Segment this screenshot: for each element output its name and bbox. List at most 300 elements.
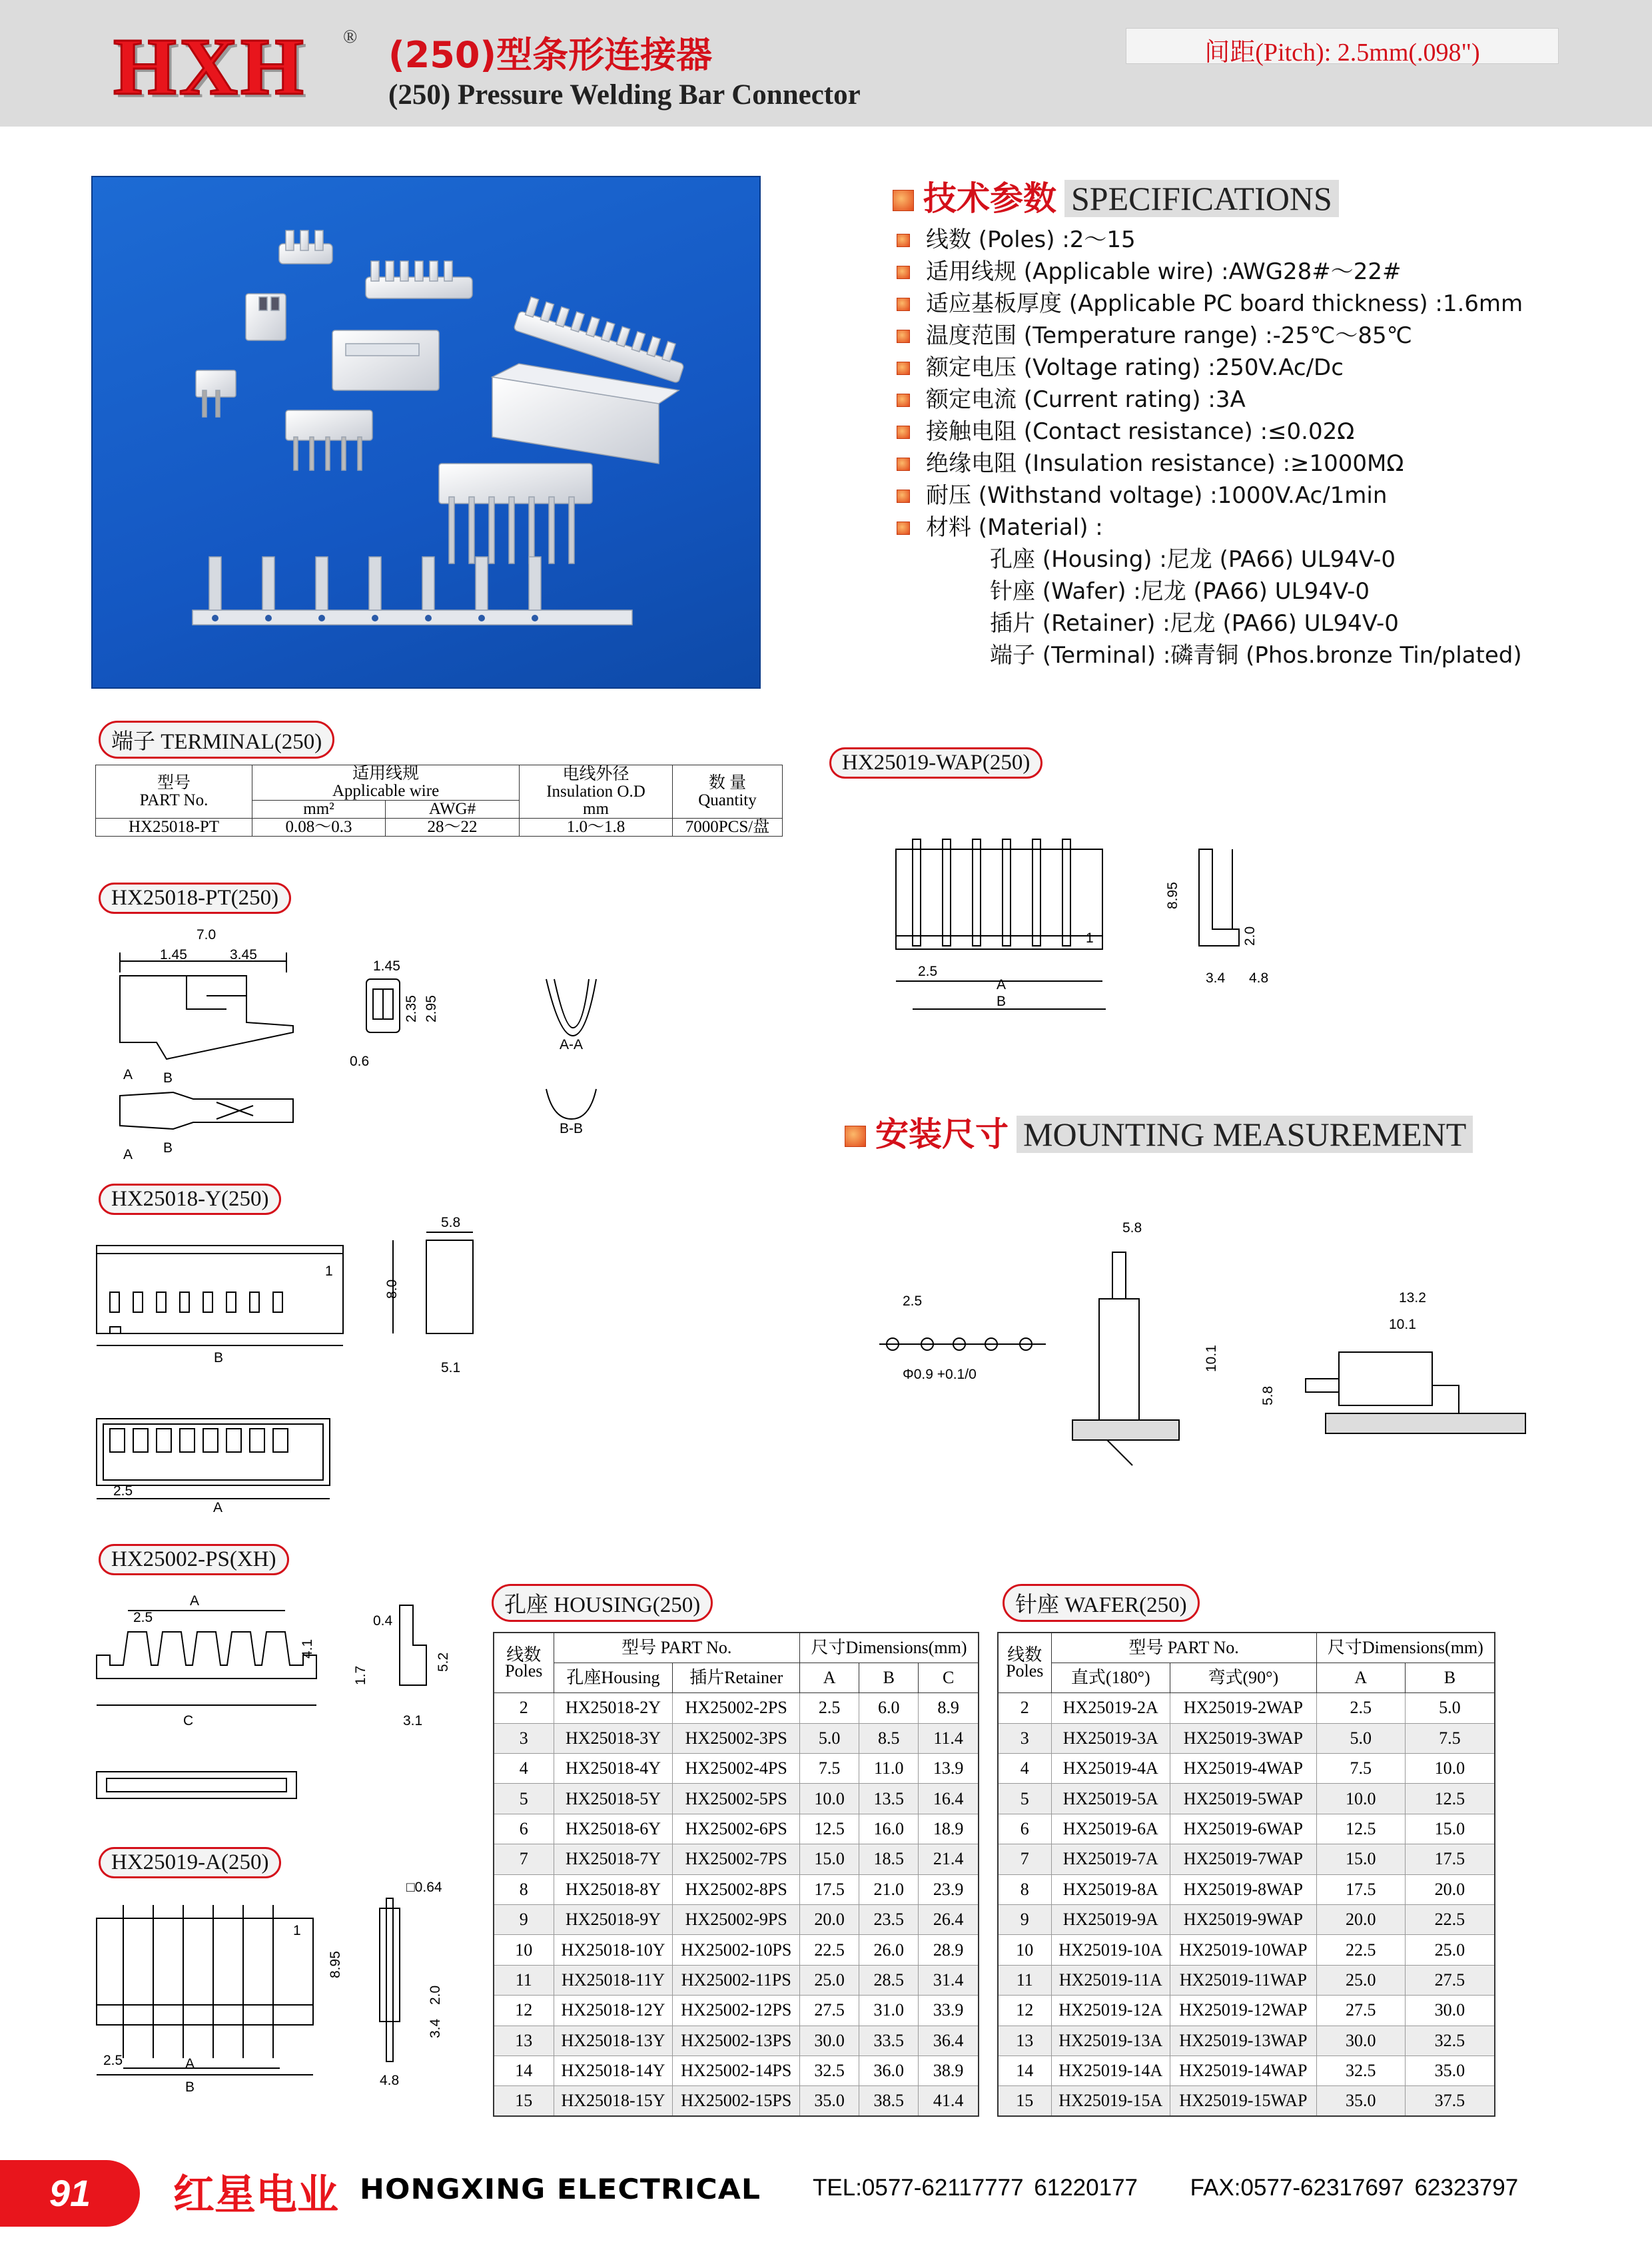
table-cell: 7 (494, 1844, 554, 1874)
table-cell: 30.0 (800, 2026, 859, 2055)
table-cell: HX25019-9WAP (1170, 1905, 1317, 1935)
table-cell: 12.5 (1316, 1814, 1405, 1844)
spec-item: 温度范围 (Temperature range) :-25℃～85℃ (897, 320, 1523, 352)
bullet-icon (897, 426, 910, 439)
svg-text:2.5: 2.5 (113, 1483, 133, 1499)
svg-text:Φ0.9 +0.1/0: Φ0.9 +0.1/0 (903, 1367, 977, 1382)
table-row (494, 1784, 979, 1814)
th-awg: AWG# (386, 801, 520, 819)
table-cell: 18.9 (919, 1814, 979, 1844)
svg-text:1: 1 (293, 1923, 301, 1938)
table-cell: HX25002-5PS (673, 1784, 800, 1814)
table-row (998, 1874, 1495, 1904)
svg-text:8.0: 8.0 (384, 1279, 400, 1299)
mounting-heading: 安装尺寸 MOUNTING MEASUREMENT (845, 1108, 1473, 1156)
table-cell: 15.0 (800, 1844, 859, 1874)
table-cell: 10 (998, 1935, 1051, 1965)
table-cell: HX25002-4PS (673, 1754, 800, 1784)
table-cell: 5 (494, 1784, 554, 1814)
bullet-icon (845, 1126, 866, 1147)
table-cell: HX25019-15A (1051, 2086, 1170, 2116)
spec-item: 适用线规 (Applicable wire) :AWG28#～22# (897, 256, 1523, 288)
svg-text:7.0: 7.0 (197, 927, 216, 942)
table-cell: 30.0 (1405, 1996, 1495, 2026)
specifications-list (897, 224, 1523, 671)
table-cell: 27.5 (1405, 1965, 1495, 1995)
table-cell: 7.5 (1405, 1723, 1495, 1753)
table-cell: 18.5 (859, 1844, 919, 1874)
table-cell: 23.9 (919, 1874, 979, 1904)
table-cell: 4 (998, 1754, 1051, 1784)
table-cell: 35.0 (1405, 2055, 1495, 2085)
svg-text:B: B (997, 994, 1007, 1009)
table-row (998, 2086, 1495, 2116)
table-row (998, 1935, 1495, 1965)
table-row (998, 1784, 1495, 1814)
table-cell: HX25018-2Y (554, 1693, 673, 1723)
table-cell: HX25002-13PS (673, 2026, 800, 2055)
table-cell: HX25002-14PS (673, 2055, 800, 2085)
table-row (494, 1844, 979, 1874)
table-cell: 5.0 (1316, 1723, 1405, 1753)
table-cell: HX25019-14A (1051, 2055, 1170, 2085)
table-cell: HX25019-11WAP (1170, 1965, 1317, 1995)
bullet-icon (897, 298, 910, 311)
table-cell: HX25019-5A (1051, 1784, 1170, 1814)
pt-tag: HX25018-PT(250) (99, 883, 291, 914)
wafer-rows (998, 1693, 1495, 2116)
table-cell: 15.0 (1405, 1814, 1495, 1844)
table-cell: 13 (494, 2026, 554, 2055)
registered-mark: ® (343, 27, 358, 47)
table-row (494, 1874, 979, 1904)
spec-item: 绝缘电阻 (Insulation resistance) :≥1000MΩ (897, 448, 1523, 480)
table-cell: HX25019-15WAP (1170, 2086, 1317, 2116)
table-cell: 22.5 (800, 1935, 859, 1965)
svg-text:5.2: 5.2 (436, 1652, 451, 1672)
svg-text:B: B (214, 1350, 224, 1365)
table-cell: HX25019-6WAP (1170, 1814, 1317, 1844)
bullet-icon (893, 190, 914, 211)
contact-info: TEL:0577-62117777 61220177 FAX:0577-62317697 62323797 (813, 2175, 1519, 2201)
table-cell: 13.9 (919, 1754, 979, 1784)
table-cell: 33.9 (919, 1996, 979, 2026)
mounting-drawing (866, 1212, 1532, 1479)
table-cell: HX25019-4A (1051, 1754, 1170, 1784)
wafer-drawing (87, 1872, 486, 2098)
terminal-tag: 端子 TERMINAL(250) (99, 721, 334, 759)
svg-text:B: B (163, 1070, 173, 1086)
table-cell: 10.0 (1405, 1754, 1495, 1784)
table-cell: HX25018-8Y (554, 1874, 673, 1904)
table-row (494, 1905, 979, 1935)
y-tag: HX25018-Y(250) (99, 1184, 281, 1215)
spec-item: 适应基板厚度 (Applicable PC board thickness) :1.6mm (897, 288, 1523, 320)
table-cell: 8 (998, 1874, 1051, 1904)
page-title-en: (250) Pressure Welding Bar Connector (388, 79, 861, 111)
table-cell: 17.5 (800, 1874, 859, 1904)
table-cell: 10.0 (1316, 1784, 1405, 1814)
table-cell: HX25019-14WAP (1170, 2055, 1317, 2085)
table-row (998, 1905, 1495, 1935)
svg-text:2.5: 2.5 (918, 964, 938, 979)
table-cell: 30.0 (1316, 2026, 1405, 2055)
svg-text:2.5: 2.5 (103, 2053, 123, 2068)
spec-item: 材料 (Material) : (897, 512, 1523, 544)
company-name-cn: 红星电业 (173, 2170, 339, 2219)
product-photo (91, 176, 761, 689)
svg-text:B-B: B-B (560, 1121, 584, 1136)
table-cell: 3 (998, 1723, 1051, 1753)
svg-text:4.8: 4.8 (1249, 970, 1269, 986)
bullet-icon (897, 458, 910, 471)
table-cell: 23.5 (859, 1905, 919, 1935)
svg-text:4.8: 4.8 (380, 2073, 400, 2088)
table-cell: 7 (998, 1844, 1051, 1874)
table-row: HX25018-PT 0.08～0.3 28～22 1.0～1.8 7000PCS/盘 (96, 819, 783, 837)
pitch-label: 间距(Pitch): 2.5mm(.098") (1126, 28, 1559, 64)
table-cell: 17.5 (1405, 1844, 1495, 1874)
table-cell: 14 (494, 2055, 554, 2085)
specifications-heading: 技术参数 SPECIFICATIONS (893, 172, 1339, 220)
table-row (494, 1814, 979, 1844)
table-cell: HX25002-10PS (673, 1935, 800, 1965)
table-cell: 32.5 (1405, 2026, 1495, 2055)
svg-text:2.0: 2.0 (1242, 926, 1258, 946)
table-row (494, 1935, 979, 1965)
material-item: 端子 (Terminal) :磷青铜 (Phos.bronze Tin/plated) (990, 642, 1522, 669)
svg-text:2.0: 2.0 (428, 1985, 443, 2005)
wafer-tag: 针座 WAFER(250) (1003, 1584, 1200, 1622)
table-cell: HX25019-3A (1051, 1723, 1170, 1753)
table-cell: HX25019-2A (1051, 1693, 1170, 1723)
table-cell: 5.0 (1405, 1693, 1495, 1723)
svg-text:2.95: 2.95 (424, 995, 439, 1022)
svg-text:13.2: 13.2 (1399, 1290, 1426, 1306)
table-row (998, 1996, 1495, 2026)
table-cell: 35.0 (1316, 2086, 1405, 2116)
table-row (494, 1754, 979, 1784)
table-cell: 2.5 (800, 1693, 859, 1723)
table-cell: 6 (998, 1814, 1051, 1844)
wap-drawing (886, 829, 1352, 1022)
bullet-icon (897, 330, 910, 343)
svg-text:3.45: 3.45 (230, 947, 257, 962)
table-cell: 9 (494, 1905, 554, 1935)
table-cell: 13 (998, 2026, 1051, 2055)
svg-text:10.1: 10.1 (1389, 1317, 1416, 1332)
wap-tag: HX25019-WAP(250) (829, 747, 1042, 779)
table-row (494, 1693, 979, 1723)
retainer-drawing (87, 1592, 486, 1838)
svg-text:3.4: 3.4 (1206, 970, 1226, 986)
table-row (998, 2055, 1495, 2085)
table-cell: 12 (494, 1996, 554, 2026)
table-cell: 6.0 (859, 1693, 919, 1723)
material-item: 插片 (Retainer) :尼龙 (PA66) UL94V-0 (990, 610, 1399, 637)
table-cell: HX25019-6A (1051, 1814, 1170, 1844)
svg-text:B: B (163, 1140, 173, 1156)
table-cell: 22.5 (1316, 1935, 1405, 1965)
table-row (494, 1965, 979, 1995)
table-cell: HX25018-5Y (554, 1784, 673, 1814)
table-cell: 8 (494, 1874, 554, 1904)
table-cell: HX25002-8PS (673, 1874, 800, 1904)
table-cell: 36.4 (919, 2026, 979, 2055)
table-cell: HX25018-12Y (554, 1996, 673, 2026)
table-cell: 28.9 (919, 1935, 979, 1965)
terminal-table (95, 765, 783, 837)
table-cell: HX25002-6PS (673, 1814, 800, 1844)
svg-text:A: A (185, 2056, 195, 2071)
table-cell: HX25019-2WAP (1170, 1693, 1317, 1723)
spec-item: 额定电压 (Voltage rating) :250V.Ac/Dc (897, 352, 1523, 384)
page-number: 91 (0, 2160, 140, 2227)
table-cell: HX25002-11PS (673, 1965, 800, 1995)
table-row (998, 2026, 1495, 2055)
table-cell: 41.4 (919, 2086, 979, 2116)
housing-table: 线数 Poles 型号 PART No. 尺寸Dimensions(mm) 孔座Housing 插片Retainer A B C 2 HX25018-2Y HX25002-2PS 2.5 6.0 8.9 3 HX25018-3Y HX25002-3PS 5.0 8.5 11.4 4 HX25018-4Y HX25002-4PS 7.5 11.0 13.9 5 HX25018-5Y HX25002-5PS 10.0 13.5 16.4 6 HX25018-6Y HX25002-6PS 12.5 16.0 18.9 7 HX25018-7Y HX25002-7PS 15.0 18.5 21.4 8 HX25018-8Y HX25002-8PS 17.5 21.0 23.9 9 HX25018-9Y HX25002-9PS 20.0 23.5 26.4 10 HX25018-10Y HX25002-10PS 22.5 26.0 28.9 11 HX25018-11Y HX25002-11PS 25.0 28.5 31.4 12 HX25018-12Y HX25002-12PS 27.5 31.0 33.9 13 HX25018-13Y HX25002-13PS 30.0 33.5 36.4 14 HX25018-14Y HX25002-14PS 32.5 36.0 38.9 15 HX25018-15Y HX25002-15PS 35.0 38.5 41.4 (493, 1632, 979, 2117)
table-cell: 26.4 (919, 1905, 979, 1935)
spec-item: 耐压 (Withstand voltage) :1000V.Ac/1min (897, 480, 1523, 512)
svg-text:0.4: 0.4 (373, 1613, 393, 1629)
svg-text:0.6: 0.6 (350, 1054, 370, 1069)
table-row (998, 1965, 1495, 1995)
table-cell: HX25018-14Y (554, 2055, 673, 2085)
th-mm: mm² (252, 801, 386, 819)
svg-text:5.1: 5.1 (441, 1360, 461, 1375)
material-item: 针座 (Wafer) :尼龙 (PA66) UL94V-0 (990, 578, 1370, 605)
table-cell: 20.0 (1405, 1874, 1495, 1904)
table-cell: 31.0 (859, 1996, 919, 2026)
table-cell: 22.5 (1405, 1905, 1495, 1935)
table-cell: 33.5 (859, 2026, 919, 2055)
table-cell: 25.0 (1405, 1935, 1495, 1965)
table-cell: 25.0 (1316, 1965, 1405, 1995)
spec-item: 接触电阻 (Contact resistance) :≤0.02Ω (897, 416, 1523, 448)
table-cell: 9 (998, 1905, 1051, 1935)
svg-text:5.8: 5.8 (1122, 1220, 1142, 1236)
table-cell: HX25018-3Y (554, 1723, 673, 1753)
table-cell: HX25018-6Y (554, 1814, 673, 1844)
table-cell: 11.4 (919, 1723, 979, 1753)
table-cell: HX25019-11A (1051, 1965, 1170, 1995)
table-cell: 5.0 (800, 1723, 859, 1753)
svg-text:3.4: 3.4 (428, 2018, 443, 2038)
table-cell: 15 (998, 2086, 1051, 2116)
svg-text:1: 1 (1086, 931, 1094, 946)
table-cell: 32.5 (1316, 2055, 1405, 2085)
table-row (998, 1844, 1495, 1874)
svg-text:5.8: 5.8 (441, 1215, 461, 1230)
table-cell: 2 (494, 1693, 554, 1723)
svg-text:5.8: 5.8 (1260, 1385, 1276, 1405)
table-cell: HX25019-10WAP (1170, 1935, 1317, 1965)
table-cell: 8.5 (859, 1723, 919, 1753)
table-cell: 28.5 (859, 1965, 919, 1995)
table-cell: 16.0 (859, 1814, 919, 1844)
table-cell: 26.0 (859, 1935, 919, 1965)
table-cell: HX25002-12PS (673, 1996, 800, 2026)
table-cell: 7.5 (800, 1754, 859, 1784)
table-cell: 35.0 (800, 2086, 859, 2116)
bullet-icon (897, 234, 910, 247)
th-wire: 适用线规 Applicable wire (252, 765, 520, 801)
th-qty: 数 量 Quantity (673, 765, 783, 819)
table-row (998, 1814, 1495, 1844)
table-cell: 10 (494, 1935, 554, 1965)
bullet-icon (897, 394, 910, 407)
bullet-icon (897, 490, 910, 503)
table-cell: 2 (998, 1693, 1051, 1723)
table-cell: 11 (494, 1965, 554, 1995)
table-cell: HX25002-9PS (673, 1905, 800, 1935)
table-cell: 8.9 (919, 1693, 979, 1723)
th-od: 电线外径 Insulation O.D mm (520, 765, 673, 819)
table-cell: 27.5 (800, 1996, 859, 2026)
svg-text:A: A (123, 1147, 133, 1162)
table-cell: 15.0 (1316, 1844, 1405, 1874)
table-cell: HX25019-13WAP (1170, 2026, 1317, 2055)
table-cell: 16.4 (919, 1784, 979, 1814)
table-row (494, 2086, 979, 2116)
svg-text:A: A (190, 1593, 200, 1609)
wafer-table: 线数 Poles 型号 PART No. 尺寸Dimensions(mm) 直式(180°) 弯式(90°) A B 2 HX25019-2A HX25019-2WAP 2.5 5.0 3 HX25019-3A HX25019-3WAP 5.0 7.5 4 HX25019-4A HX25019-4WAP 7.5 10.0 5 HX25019-5A HX25019-5WAP 10.0 12.5 6 HX25019-6A HX25019-6WAP 12.5 15.0 7 HX25019-7A HX25019-7WAP 15.0 17.5 8 HX25019-8A HX25019-8WAP 17.5 20.0 9 HX25019-9A HX25019-9WAP 20.0 22.5 10 HX25019-10A HX25019-10WAP 22.5 25.0 11 HX25019-11A HX25019-11WAP 25.0 27.5 12 HX25019-12A HX25019-12WAP 27.5 30.0 13 HX25019-13A HX25019-13WAP 30.0 32.5 14 HX25019-14A HX25019-14WAP 32.5 35.0 15 HX25019-15A HX25019-15WAP 35.0 37.5 (997, 1632, 1495, 2117)
table-cell: 2.5 (1316, 1693, 1405, 1723)
page-title-cn: (250)型条形连接器 (388, 34, 713, 76)
bullet-icon (897, 266, 910, 279)
terminal-drawing (93, 923, 786, 1176)
table-row (998, 1723, 1495, 1753)
table-cell: 21.4 (919, 1844, 979, 1874)
housing-tag: 孔座 HOUSING(250) (492, 1584, 713, 1622)
table-cell: HX25018-15Y (554, 2086, 673, 2116)
svg-text:1.45: 1.45 (373, 958, 400, 974)
table-cell: 32.5 (800, 2055, 859, 2085)
svg-text:2.5: 2.5 (903, 1294, 923, 1309)
svg-text:□0.64: □0.64 (406, 1880, 442, 1895)
table-row (998, 1693, 1495, 1723)
spec-item: 线数 (Poles) :2～15 (897, 224, 1523, 256)
table-cell: HX25018-7Y (554, 1844, 673, 1874)
table-cell: 15 (494, 2086, 554, 2116)
table-cell: HX25019-8WAP (1170, 1874, 1317, 1904)
table-cell: 37.5 (1405, 2086, 1495, 2116)
table-row (998, 1754, 1495, 1784)
table-cell: 4 (494, 1754, 554, 1784)
th-part: 型号 PART No. (96, 765, 252, 819)
bullet-icon (897, 522, 910, 535)
table-row (494, 2055, 979, 2085)
a-tag: HX25019-A(250) (99, 1847, 281, 1878)
table-cell: 38.9 (919, 2055, 979, 2085)
table-cell: 38.5 (859, 2086, 919, 2116)
material-item: 孔座 (Housing) :尼龙 (PA66) UL94V-0 (990, 546, 1396, 573)
table-cell: HX25002-15PS (673, 2086, 800, 2116)
table-cell: HX25018-10Y (554, 1935, 673, 1965)
svg-text:B: B (185, 2079, 195, 2095)
table-cell: 10.0 (800, 1784, 859, 1814)
table-cell: HX25019-12WAP (1170, 1996, 1317, 2026)
table-cell: 21.0 (859, 1874, 919, 1904)
housing-drawing (87, 1212, 500, 1519)
table-cell: HX25002-3PS (673, 1723, 800, 1753)
table-cell: 20.0 (1316, 1905, 1405, 1935)
table-cell: 27.5 (1316, 1996, 1405, 2026)
table-cell: HX25019-7A (1051, 1844, 1170, 1874)
table-cell: HX25019-4WAP (1170, 1754, 1317, 1784)
table-cell: 36.0 (859, 2055, 919, 2085)
bullet-icon (897, 362, 910, 375)
table-cell: HX25019-10A (1051, 1935, 1170, 1965)
table-cell: HX25019-13A (1051, 2026, 1170, 2055)
svg-text:1.45: 1.45 (160, 947, 187, 962)
table-cell: HX25018-11Y (554, 1965, 673, 1995)
table-cell: HX25019-9A (1051, 1905, 1170, 1935)
svg-text:A: A (213, 1500, 223, 1515)
table-cell: 12.5 (1405, 1784, 1495, 1814)
svg-text:A-A: A-A (560, 1037, 584, 1052)
svg-text:3.1: 3.1 (403, 1713, 423, 1728)
table-cell: HX25019-5WAP (1170, 1784, 1317, 1814)
table-cell: 3 (494, 1723, 554, 1753)
svg-text:1: 1 (325, 1264, 333, 1279)
table-cell: 5 (998, 1784, 1051, 1814)
table-cell: 20.0 (800, 1905, 859, 1935)
table-cell: 7.5 (1316, 1754, 1405, 1784)
table-cell: HX25002-7PS (673, 1844, 800, 1874)
product-photo-illustration (93, 177, 761, 689)
table-cell: 11.0 (859, 1754, 919, 1784)
table-cell: 11 (998, 1965, 1051, 1995)
svg-text:4.1: 4.1 (300, 1639, 315, 1659)
spec-item: 额定电流 (Current rating) :3A (897, 384, 1523, 416)
table-cell: HX25019-8A (1051, 1874, 1170, 1904)
table-cell: 13.5 (859, 1784, 919, 1814)
ps-tag: HX25002-PS(XH) (99, 1544, 289, 1575)
table-cell: HX25019-7WAP (1170, 1844, 1317, 1874)
table-cell: 31.4 (919, 1965, 979, 1995)
svg-text:A: A (997, 977, 1007, 992)
table-row (494, 1723, 979, 1753)
svg-text:8.95: 8.95 (1165, 882, 1180, 909)
table-cell: 12 (998, 1996, 1051, 2026)
table-cell: HX25019-3WAP (1170, 1723, 1317, 1753)
table-cell: 6 (494, 1814, 554, 1844)
svg-text:C: C (183, 1713, 194, 1728)
svg-text:2.35: 2.35 (404, 995, 419, 1022)
table-cell: 25.0 (800, 1965, 859, 1995)
table-cell: 17.5 (1316, 1874, 1405, 1904)
brand-logo: HXH (113, 22, 306, 112)
table-cell: 12.5 (800, 1814, 859, 1844)
table-row (494, 1996, 979, 2026)
table-cell: HX25018-9Y (554, 1905, 673, 1935)
table-cell: HX25018-13Y (554, 2026, 673, 2055)
svg-text:2.5: 2.5 (133, 1610, 153, 1625)
table-row (494, 2026, 979, 2055)
table-cell: HX25019-12A (1051, 1996, 1170, 2026)
table-cell: 14 (998, 2055, 1051, 2085)
svg-text:8.95: 8.95 (328, 1951, 343, 1978)
table-cell: HX25018-4Y (554, 1754, 673, 1784)
svg-text:A: A (123, 1067, 133, 1082)
housing-rows (494, 1693, 979, 2116)
svg-text:1.7: 1.7 (353, 1665, 368, 1685)
svg-text:10.1: 10.1 (1204, 1345, 1219, 1372)
company-name-en: HONGXING ELECTRICAL (360, 2173, 761, 2205)
table-cell: HX25002-2PS (673, 1693, 800, 1723)
